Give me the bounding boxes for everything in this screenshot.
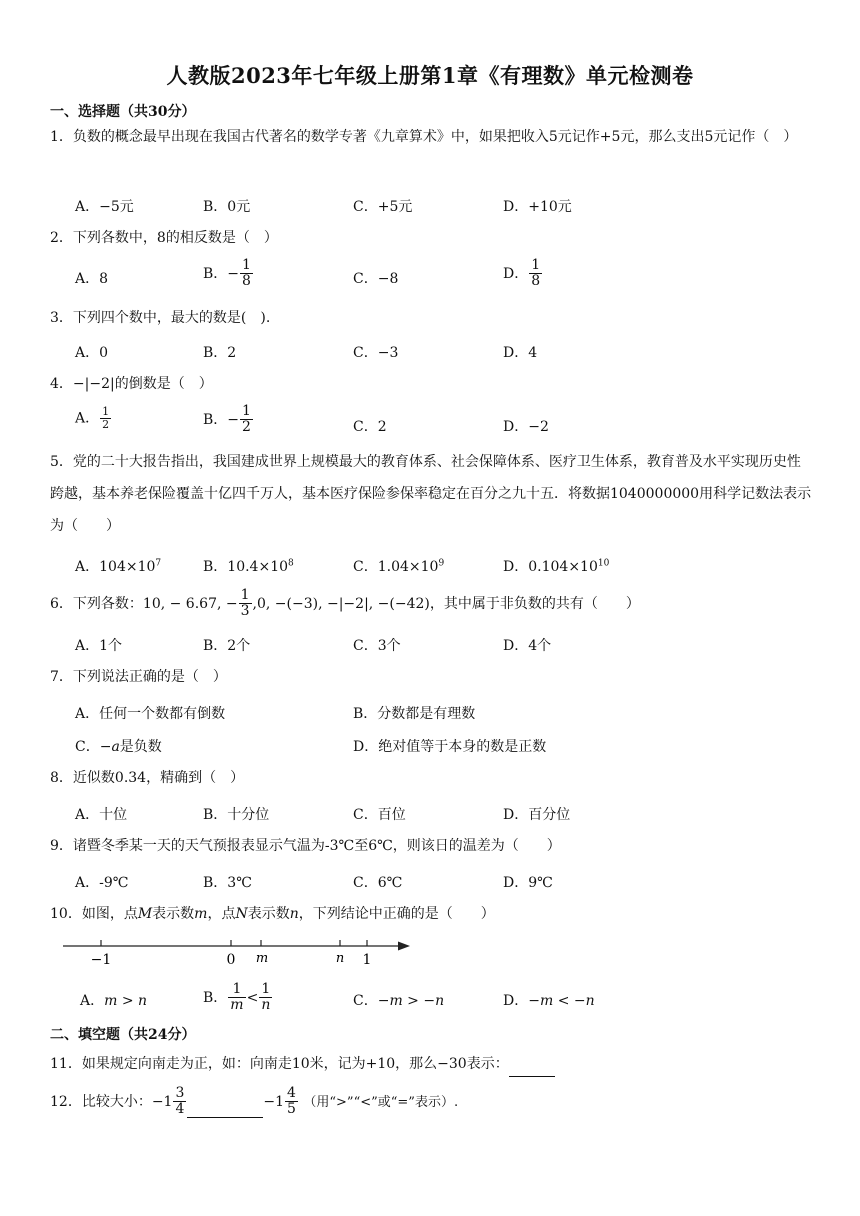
- q5-option-d-exponent: 10: [597, 558, 610, 569]
- q12-answer-blank[interactable]: [187, 1087, 263, 1118]
- number-line-label-1: 1: [362, 952, 372, 968]
- q5-option-c: [353, 556, 444, 576]
- q4-prompt: 的倒数是（ ）: [114, 376, 213, 392]
- q8-option-c: C．百位: [353, 807, 406, 823]
- q9-option-c: C．6℃: [353, 875, 403, 891]
- q10-var-n: n: [289, 906, 299, 922]
- q10-option-b-label: B．: [203, 989, 228, 1006]
- q4-option-b-label: B．: [203, 411, 228, 428]
- q6-option-c: C．3个: [353, 638, 401, 654]
- q12-fraction-2-numerator: 4: [287, 1085, 296, 1101]
- q7-option-d: D．绝对值等于本身的数是正数: [353, 739, 547, 755]
- q1-option-a: A．−5元: [75, 199, 134, 215]
- q10-point-n-label: N: [235, 906, 248, 922]
- q2-option-d-denominator: 8: [531, 273, 541, 290]
- q10-text-1: 10．如图，点: [50, 906, 138, 922]
- question-12: [50, 1086, 458, 1118]
- question-10: [50, 902, 495, 926]
- q8-option-a: A．十位: [75, 807, 128, 823]
- q10-point-m-label: M: [137, 906, 153, 922]
- q3-option-c: C．−3: [353, 345, 399, 361]
- q12-instruction: （用“>”“<”或“=”表示）.: [303, 1094, 459, 1110]
- q4-option-a-denominator: 2: [102, 418, 110, 432]
- q10-text-4: 表示数: [247, 906, 290, 922]
- q10-option-b-fraction-1: [228, 982, 245, 1014]
- q10-option-c-label: C．: [353, 993, 378, 1009]
- q10-option-b: [203, 982, 273, 1014]
- q10-option-b-denominator-1: m: [230, 997, 244, 1014]
- q4-option-a-label: A．: [75, 410, 100, 427]
- q10-option-b-numerator-1: 1: [228, 982, 245, 998]
- q5-option-d: [503, 556, 609, 576]
- q10-option-a: [80, 990, 147, 1010]
- q5-option-c-exponent: 9: [438, 558, 445, 569]
- q10-text-2: 表示数: [152, 906, 195, 922]
- section-heading-choice: 一、选择题（共30分）: [50, 104, 196, 120]
- q5-option-b-exponent: 8: [288, 558, 294, 569]
- q6-list-rest: ,0, −(−3), −|−2|, −(−42): [252, 595, 430, 612]
- question-1: 1．负数的概念最早出现在我国古代著名的数学专著《九章算术》中，如果把收入5元记作+5元，那么支出5元记作（ ）: [50, 129, 798, 145]
- q3-option-b: B．2: [203, 345, 237, 361]
- q5-option-c-base: 1.04×10: [377, 559, 439, 575]
- question-2: 2．下列各数中，8的相反数是（ ）: [50, 230, 278, 246]
- q7-option-a: A．任何一个数都有倒数: [75, 706, 226, 722]
- q12-fraction-1-denominator: 4: [175, 1101, 185, 1118]
- q4-number: 4．: [50, 376, 73, 392]
- q3-option-d: D．4: [503, 345, 538, 361]
- section-heading-fill: 二、填空题（共24分）: [50, 1027, 196, 1043]
- q6-option-a: A．1个: [75, 638, 123, 654]
- q6-fraction-denominator: 3: [240, 603, 250, 620]
- q7-option-c: [75, 736, 162, 756]
- q6-option-d: D．4个: [503, 638, 552, 654]
- q7-option-c-text: 是负数: [119, 739, 162, 755]
- q3-option-a: A．0: [75, 345, 109, 361]
- q8-option-b: B．十分位: [203, 807, 270, 823]
- q5-option-a-exponent: 7: [155, 558, 162, 569]
- q4-expression: −|−2|: [72, 376, 115, 392]
- q11-answer-blank[interactable]: [509, 1052, 555, 1077]
- q2-option-b-fraction: [240, 258, 253, 290]
- q10-option-d-label: D．: [503, 993, 529, 1009]
- q6-fraction-numerator: 1: [240, 587, 250, 603]
- q12-fraction-2: [285, 1086, 298, 1118]
- q8-option-d: D．百分位: [503, 807, 571, 823]
- number-line-label-neg1: −1: [90, 952, 112, 968]
- q9-option-a: A．-9℃: [75, 875, 129, 891]
- q5-option-a-label: A．: [75, 559, 100, 575]
- q10-option-c-expression: −m > −n: [377, 993, 445, 1009]
- q5-option-b-label: B．: [203, 559, 228, 575]
- q10-option-b-numerator-2: 1: [259, 982, 272, 998]
- q10-option-b-operator: <: [246, 989, 259, 1006]
- q2-option-b-label: B．: [203, 265, 228, 282]
- q12-text-2: −1: [263, 1093, 285, 1110]
- q1-option-c: C．+5元: [353, 199, 413, 215]
- q10-var-m: m: [194, 906, 208, 922]
- q2-option-b-denominator: 8: [242, 273, 251, 290]
- q4-option-a-numerator: 1: [102, 405, 110, 418]
- q12-fraction-2-denominator: 5: [287, 1101, 296, 1118]
- q12-fraction-1-numerator: 3: [175, 1085, 185, 1101]
- q10-option-d-expression: −m < −n: [528, 993, 595, 1009]
- q9-option-d: D．9℃: [503, 875, 553, 891]
- q11-text: 11．如果规定向南走为正，如：向南走10米，记为+10，那么−30表示：: [50, 1056, 509, 1072]
- q5-option-d-base: 0.104×10: [528, 559, 598, 575]
- question-6: [50, 588, 640, 620]
- q5-option-b-base: 10.4×10: [227, 559, 289, 575]
- q5-option-a: [75, 556, 161, 576]
- q2-option-d-label: D．: [503, 265, 529, 282]
- page-title: 人教版2023年七年级上册第1章《有理数》单元检测卷: [166, 63, 694, 88]
- q2-option-b-numerator: 1: [242, 257, 251, 273]
- q9-option-b: B．3℃: [203, 875, 252, 891]
- q2-option-a: A．8: [75, 271, 109, 287]
- q7-option-c-label: C．: [75, 739, 100, 755]
- q10-option-b-fraction-2: [259, 982, 272, 1014]
- q4-option-b-numerator: 1: [242, 403, 251, 419]
- number-line-arrow-icon: [398, 942, 410, 951]
- q2-option-b-sign: −: [227, 265, 240, 282]
- q4-option-d: D．−2: [503, 419, 549, 435]
- question-9: 9．诸暨冬季某一天的天气预报表显示气温为-3℃至6℃，则该日的温差为（ ）: [50, 838, 561, 854]
- q1-option-d: D．+10元: [503, 199, 572, 215]
- q4-option-a: [75, 406, 112, 431]
- q6-prompt: ，其中属于非负数的共有（ ）: [429, 595, 640, 612]
- q5-option-c-label: C．: [353, 559, 378, 575]
- q2-option-d: [503, 258, 543, 290]
- question-11: [50, 1052, 555, 1077]
- question-8: 8．近似数0.34，精确到（ ）: [50, 770, 245, 786]
- question-5: 5．党的二十大报告指出，我国建成世界上规模最大的教育体系、社会保障体系、医疗卫生体系，教育普及水平实现历史性跨越，基本养老保险覆盖十亿四千万人，基本医疗保险参保率稳定在百分之九十五．将数据1040000000用科学记数法表示为（ ）: [50, 454, 812, 534]
- q10-option-a-label: A．: [80, 993, 105, 1009]
- q6-list-start: 6．下列各数：10, − 6.67, −: [50, 595, 238, 612]
- q12-text-1: 12．比较大小：−1: [50, 1093, 173, 1110]
- q4-option-a-fraction: [100, 406, 111, 431]
- q12-fraction-1: [173, 1086, 186, 1118]
- q1-option-b: B．0元: [203, 199, 251, 215]
- q10-option-c: [353, 990, 444, 1010]
- q6-option-b: B．2个: [203, 638, 251, 654]
- number-line-label-0: 0: [226, 952, 236, 968]
- q7-option-c-variable: −a: [99, 739, 120, 755]
- question-4: [50, 372, 213, 396]
- question-7: 7．下列说法正确的是（ ）: [50, 669, 227, 685]
- q4-option-b-denominator: 2: [242, 419, 251, 436]
- q5-option-d-label: D．: [503, 559, 529, 575]
- q6-fraction: [239, 588, 252, 620]
- q10-text-5: ，下列结论中正确的是（ ）: [298, 906, 495, 922]
- q10-text-3: ，点: [207, 906, 236, 922]
- q5-option-a-base: 104×10: [99, 559, 156, 575]
- q2-option-c: C．−8: [353, 271, 399, 287]
- q4-option-c: C．2: [353, 419, 387, 435]
- q4-option-b: [203, 404, 254, 436]
- q5-option-b: [203, 556, 294, 576]
- question-3: 3．下列四个数中，最大的数是( ).: [50, 310, 271, 326]
- number-line-label-n: n: [335, 951, 345, 966]
- q4-option-b-fraction: [240, 404, 253, 436]
- q10-option-a-expression: m > n: [104, 993, 148, 1009]
- q7-option-b: B．分数都是有理数: [353, 706, 476, 722]
- q2-option-d-numerator: 1: [531, 257, 541, 273]
- q10-option-d: [503, 990, 595, 1010]
- q2-option-d-fraction: [529, 258, 542, 290]
- q4-option-b-sign: −: [227, 411, 240, 428]
- q10-option-b-denominator-2: n: [261, 997, 271, 1014]
- number-line-label-m: m: [255, 951, 269, 966]
- number-line-figure: [55, 932, 420, 970]
- q2-option-b: [203, 258, 254, 290]
